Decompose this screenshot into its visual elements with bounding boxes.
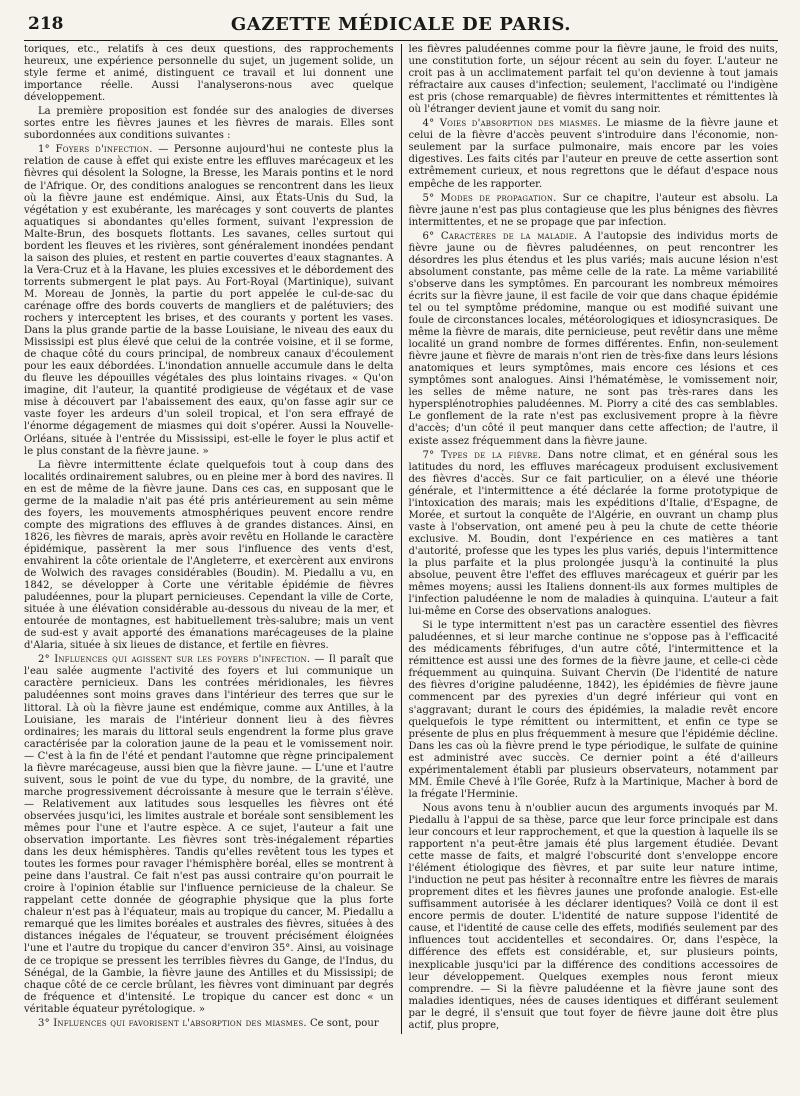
left-column [24, 44, 402, 1034]
section-paragraph [409, 193, 779, 229]
section-body: — Il paraît que l'eau salée augmente l'activité des foyers et lui communique un caractère pernicieux. Dans les contrées méridionales, les fièvres paludéennes sont moins graves dans l'intérieur des terres que sur le littoral. Là où la fièvre jaune est endémique, comme aux Antilles, à la Louisiane, les marais de l'intérieur donnent lieu à des fièvres ordinaires; les marais du littoral seuls engendrent la forme plus grave caractérisée par la coloration jaune de la peau et le vomissement noir. — C'est à la fin de l'été et pendant l'automne que règne principalement la fièvre marécageuse, aussi bien que la fièvre jaune. — L'une et l'autre suivent, sous le point de vue du type, du nombre, de la gravité, une marche progressivement décroissante à mesure que le terrain s'élève. — Relativement aux latitudes sous lesquelles les fièvres ont été observées jusqu'ici, les limites australe et boréale sont sensiblement les mêmes pour l'une et l'autre espèce. A ce sujet, l'auteur a fait une observation importante. Les fièvres sont très-inégalement réparties dans les deux hémisphères. Tandis qu'elles revêtent tous les types et toutes les formes pour ravager l'hémisphère boréal, elles se montrent à peine dans l'austral. Ce fait n'est pas aussi contraire qu'on pourrait le croire à l'opinion établie sur l'influence pernicieuse de la chaleur. Se rappelant cette donnée de géographie physique que la plus forte chaleur n'est pas à l'équateur, mais au tropique du cancer, M. Piedallu a remarqué que les limites boréales et australes des fièvres, situées à des distances inégales de l'équateur, se trouvent précisément éloignées l'une et l'autre du tropique du cancer d'environ 35°. Ainsi, au voisinage de ce tropique se pressent les terribles fièvres du Gange, de l'Indus, du Sénégal, de la Gambie, la fièvre jaune des Antilles et du Mississipi; de chaque côté de ce cercle brûlant, les fièvres vont diminuant par degrés de fréquence et d'intensité. Le tropique du cancer est donc « un véritable équateur pyrétologique. » [24, 654, 394, 1015]
section-body: Sur ce chapitre, l'auteur est absolu. La fièvre jaune n'est pas plus contagieuse que les plus bénignes des fièvres intermittentes, et ne se propage que par infection. [408, 192, 778, 228]
section-heading: 1° Foyers d'infection. [38, 144, 153, 156]
section-heading: 6° Caractères de la maladie. [422, 230, 578, 242]
section-heading: 5° Modes de propagation. [422, 192, 557, 204]
section-body: Ce sont, pour [306, 1017, 379, 1029]
page-header [24, 14, 778, 41]
paragraph: Nous avons tenu à n'oublier aucun des arguments invoqués par M. Piedallu à l'appui de sa thèse, parce que leur force principale est dans leur concours et leur rapprochement, et que la question à laquelle ils se rapportent n'a peut-être jamais été plus largement étudiée. Devant cette masse de faits, et malgré l'obscurité dont s'enveloppe encore l'élément étiologique des fièvres, et par suite leur nature intime, l'induction ne peut pas hésiter à reconnaître entre les fièvres de marais proprement dites et les fièvres jaunes une profonde analogie. Est-elle suffisamment autorisée à les déclarer identiques? Voilà ce dont il est encore permis de douter. L'identité de nature suppose l'identité de cause, et l'identité de cause celle des effets, modifiés seulement par des influences tout accidentelles et secondaires. Or, dans l'espèce, la différence des effets est considérable, et, sur plusieurs points, inexplicable jusqu'ici par la différence des conditions accessoires de leur développement. Quelques exemples nous feront mieux comprendre. — Si la fièvre paludéenne et la fièvre jaune sont des maladies identiques, nées de causes identiques et différant seulement par le degré, il s'ensuit que tout foyer de fièvre jaune doit être plus actif, plus propre, [408, 802, 778, 1031]
section-paragraph [409, 118, 779, 190]
paragraph: Si le type intermittent n'est pas un caractère essentiel des fièvres paludéennes, et si leur marche continue ne s'oppose pas à l'efficacité des médicaments fébrifuges, d'un autre côté, l'intermittence et la rémittence est aussi une des formes de la fièvre jaune, et celle-ci cède fréquemment au quinquina. Suivant Chervin (De l'identité de nature des fièvres d'origine paludéenne, 1842), les épidémies de fièvre jaune commencent par des pyrexies d'un degré inférieur qui vont en s'aggravant; durant le cours des épidémies, la maladie revêt encore quelquefois le type rémittent ou intermittent, et enfin ce type se présente de plus en plus fréquemment à mesure que l'épidémie décline. Dans les cas où la fièvre prend le type périodique, le sulfate de quinine est administré avec succès. Ce dernier point a été d'ailleurs expérimentalement établi par plusieurs observateurs, notamment par MM. Émile Chevé à l'île Gorée, Rufz à la Martinique, Macher à bord de la frégate l'Herminie. [408, 620, 778, 800]
paragraph: les fièvres paludéennes comme pour la fièvre jaune, le froid des nuits, une constitution forte, un séjour récent au sein du foyer. L'auteur ne croit pas à un acclimatement parfait tel qu'on devienne à tout jamais réfractaire aux causes d'infection; seulement, l'acclimaté ou l'indigène est pris (chose remarquable) de fièvres intermittentes et rémittentes là où l'étranger devient jaune et vomit du sang noir. [408, 44, 778, 116]
section-heading: 7° Types de la fièvre. [422, 449, 542, 461]
paragraph: toriques, etc., relatifs à ces deux questions, des rapprochements heureux, une expérience personnelle du sujet, un jugement solide, un style ferme et animé, distinguent ce travail et lui donnent une importance réelle. Aussi l'analyserons-nous avec quelque développement. [24, 44, 394, 104]
section-paragraph [409, 450, 779, 619]
section-heading: 3° Influences qui favorisent l'absorption des miasmes. [38, 1017, 307, 1029]
running-head-title: GAZETTE MÉDICALE DE PARIS. [230, 14, 572, 35]
article-columns [24, 44, 778, 1034]
section-paragraph [409, 231, 779, 448]
section-paragraph [24, 144, 394, 457]
section-body: A l'autopsie des individus morts de fièvre jaune ou de fièvres paludéennes, on peut rencontrer les désordres les plus étendus et les plus variés; mais aucune lésion n'est absolument constante, pas même celle de la rate. La même variabilité s'observe dans les symptômes. En parcourant les nombreux mémoires écrits sur la fièvre jaune, il est facile de voir que dans chaque épidémie tel ou tel symptôme prédomine, manque ou est modifié suivant une foule de circonstances locales, météorologiques et idiosyncrasiques. De même la fièvre de marais, dite pernicieuse, peut revêtir dans une même localité un grand nombre de formes différentes. Enfin, non-seulement fièvre jaune et fièvre de marais n'ont rien de très-fixe dans leurs lésions anatomiques et leurs symptômes, mais encore ces lésions et ces symptômes sont analogues. Ainsi l'hématémèse, le vomissement noir, les selles de même nature, ne sont pas très-rares dans les hypersplénotrophies paludéennes. M. Piorry a cité des cas semblables. Le gonflement de la rate n'est pas exclusivement propre à la fièvre d'accès; d'un côté il peut manquer dans cette affection; de l'autre, il existe assez fréquemment dans la fièvre jaune. [408, 230, 779, 447]
section-paragraph [24, 1018, 394, 1030]
section-body: Le miasme de la fièvre jaune et celui de la fièvre d'accès peuvent s'introduire dans l'économie, non-seulement par la surface pulmonaire, mais encore par les voies digestives. Les faits cités par l'auteur en preuve de cette assertion sont extrêmement curieux, et nous regrettons que le défaut d'espace nous empêche de les rapporter. [408, 118, 779, 190]
section-body: — Personne aujourd'hui ne conteste plus la relation de cause à effet qui existe entre les effluves marécageux et les fièvres qui désolent la Sologne, la Bresse, les Marais pontins et le nord de l'Afrique. Or, des conditions analogues se rencontrent dans les lieux où la fièvre jaune est endémique. Ainsi, aux États-Unis du Sud, la végétation y est exubérante, les marécages y sont couverts de plantes aquatiques si abondantes qu'elles forment, suivant l'expression de Malte-Brun, des bosquets flottants. Les savanes, celles surtout qui bordent les fleuves et les rivières, sont généralement inondées pendant la saison des pluies, et restent en partie couvertes d'eaux stagnantes. A la Vera-Cruz et à la Havane, les pluies excessives et le débordement des torrents submergent le plat pays. Au Fort-Royal (Martinique), suivant M. Moreau de Jonnès, la partie du port appelée le cul-de-sac du carénage offre des bords couverts de mangliers et de palétuviers; des rochers y interceptent les brises, et des courants y portent les vases. Dans la plus grande partie de la basse Louisiane, le niveau des eaux du Mississipi est plus élevé que celui de la contrée voisine, et il se forme, de chaque côté du cours principal, de nombreux canaux d'écoulement pour les eaux débordées. L'inondation annuelle accumule dans le delta du fleuve les dépouilles végétales des plus lointains rivages. « Qu'on imagine, dit l'auteur, la quantité prodigieuse de végétaux et de vase mise à découvert par l'abaissement des eaux, qu'on fasse agir sur ce vaste foyer les ardeurs d'un soleil tropical, et l'on sera effrayé de l'énorme dégagement de miasmes qui doit s'opérer. Aussi la Nouvelle-Orléans, située à l'entrée du Mississipi, est-elle le foyer le plus actif et le plus constant de la fièvre jaune. » [24, 144, 394, 457]
paragraph: La première proposition est fondée sur des analogies de diverses sortes entre les fièvres jaunes et les fièvres de marais. Elles sont subordonnées aux conditions suivantes : [24, 106, 394, 142]
section-heading: 2° Influences qui agissent sur les foyers d'infection. [38, 654, 311, 666]
section-paragraph [24, 654, 394, 1015]
section-body: Dans notre climat, et en général sous les latitudes du nord, les effluves marécageux produisent exclusivement des fièvres d'accès. Sur ce fait particulier, on a élevé une théorie générale, et l'intermittence a été déclarée la forme prototypique de l'intoxication des marais; mais les expéditions d'Italie, d'Espagne, de Morée, et surtout la conquête de l'Algérie, en ouvrant un champ plus vaste à l'observation, ont amené peu à peu la chute de cette théorie exclusive. M. Boudin, dont l'expérience en ces matières a tant d'autorité, professe que les types les plus variés, depuis l'intermittence la plus parfaite et la plus prolongée jusqu'à la continuité la plus absolue, peuvent être l'effet des effluves marécageux et guérir par les mêmes moyens; aussi les Italiens donnent-ils aux formes multiples de l'infection paludéenne le nom de maladies à quinquina. L'auteur a fait lui-même en Corse des observations analogues. [408, 449, 778, 618]
right-column [402, 44, 779, 1034]
page-number: 218 [28, 14, 64, 34]
section-heading: 4° Voies d'absorption des miasmes. [422, 118, 602, 130]
paragraph: La fièvre intermittente éclate quelquefois tout à coup dans des localités ordinairement salubres, ou en pleine mer à bord des navires. Il en est de même de la fièvre jaune. Dans ces cas, en supposant que le germe de la maladie n'ait pas été pris antérieurement au sein même des foyers, les mouvements atmosphériques peuvent encore rendre compte des migrations des effluves à de grandes distances. Ainsi, en 1826, les fièvres de marais, après avoir revêtu en Hollande le caractère épidémique, passèrent la mer sous l'influence des vents d'est, envahirent la côte orientale de l'Angleterre, et exercèrent aux environs de Wolwich des ravages considérables (Boudin). M. Piedallu a vu, en 1842, se développer à Corte une véritable épidémie de fièvres paludéennes, pour la plupart pernicieuses. Cependant la ville de Corte, située à une élévation considérable au-dessous du niveau de la mer, et entourée de montagnes, est habituellement très-salubre; mais un vent de sud-est y avait apporté des émanations marécageuses de la plaine d'Alaria, située à six lieues de distance, et fertile en fièvres. [24, 459, 394, 652]
